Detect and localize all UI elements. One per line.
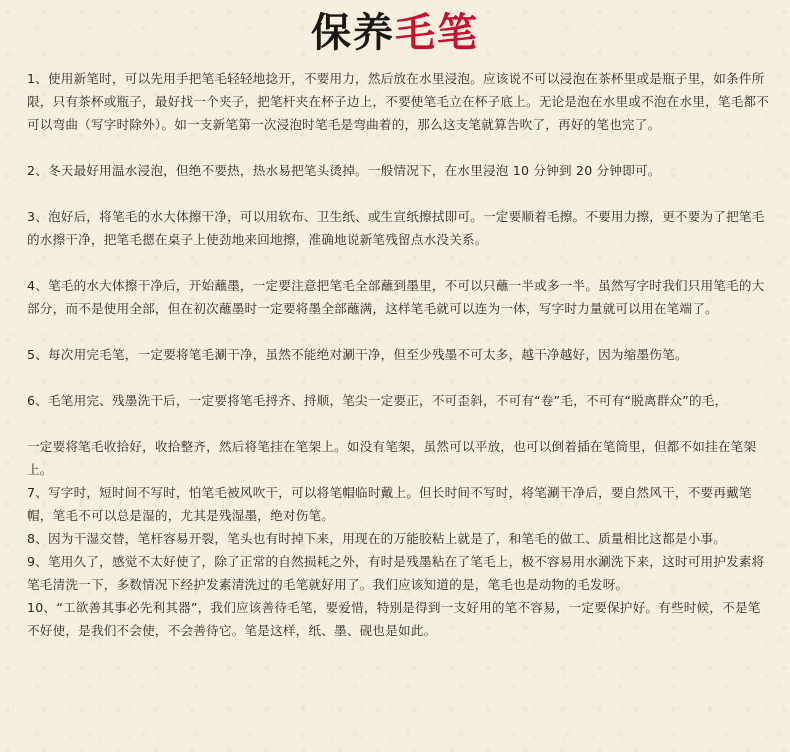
- paragraph-1: 1、使用新笔时，可以先用手把笔毛轻轻地捻开，不要用力，然后放在水里浸泡。应该说不可以浸泡在茶杯里或是瓶子里，如条件所限，只有茶杯或瓶子，最好找一个夹子，把笔杆夹在杯子边上，不要使笔毛立在杯子底上。无论是泡在水里或不泡在水里，笔毛都不可以弯曲（写字时除外）。如一支新笔第一次浸泡时笔毛是弯曲着的，那么这支笔就算告吹了，再好的笔也完了。: [27, 71, 770, 132]
- paragraph-4: 4、笔毛的水大体擦干净后，开始蘸墨，一定要注意把笔毛全部蘸到墨里，不可以只蘸一半或多一半。虽然写字时我们只用笔毛的大部分，而不是使用全部，但在初次蘸墨时一定要将墨全部蘸满，这样笔毛就可以连为一体，写字时力量就可以用在笔端了。: [27, 278, 765, 316]
- paragraph-3: 3、泡好后，将笔毛的水大体擦干净，可以用软布、卫生纸、或生宣纸擦拭即可。一定要顺着毛擦。不要用力擦，更不要为了把笔毛的水擦干净，把笔毛摁在桌子上使劲地来回地擦，准确地说新笔残留点水没关系。: [27, 209, 765, 247]
- article-body: [27, 67, 772, 642]
- paragraph-gap: [27, 182, 772, 205]
- paragraph-gap: [27, 136, 772, 159]
- paragraph-7: 7、写字时，短时间不写时，怕笔毛被风吹干，可以将笔帽临时戴上。但长时间不写时，将笔涮干净后，要自然风干，不要再戴笔帽，笔毛不可以总是湿的，尤其是残湿墨，绝对伤笔。: [27, 485, 752, 523]
- paragraph-gap: [27, 251, 772, 274]
- paragraph-2: 2、冬天最好用温水浸泡，但绝不要热，热水易把笔头烫掉。一般情况下，在水里浸泡 10 分钟到 20 分钟即可。: [27, 163, 661, 178]
- title-part-1: 保养: [311, 9, 395, 56]
- paragraph-8: 8、因为干湿交替，笔杆容易开裂，笔头也有时掉下来，用现在的万能胶粘上就是了，和笔毛的做工、质量相比这都是小事。: [27, 531, 727, 546]
- page-title: [0, 4, 790, 62]
- paragraph-gap: [27, 366, 772, 389]
- paragraph-10: 10、“工欲善其事必先利其器”，我们应该善待毛笔，要爱惜，特别是得到一支好用的笔不容易，一定要保护好。有些时候，不是笔不好使，是我们不会使，不会善待它。笔是这样，纸、墨、砚也是如此。: [27, 600, 761, 638]
- paragraph-9: 9、笔用久了，感觉不太好使了，除了正常的自然损耗之外，有时是残墨粘在了笔毛上，极不容易用水涮洗下来，这时可用护发素将笔毛清洗一下，多数情况下经护发素清洗过的毛笔就好用了。我们应该知道的是，笔毛也是动物的毛发呀。: [27, 554, 765, 592]
- title-part-2: 毛笔: [395, 9, 479, 56]
- paragraph-6-continued: 一定要将笔毛收拾好，收拾整齐，然后将笔挂在笔架上。如没有笔架，虽然可以平放，也可以倒着插在笔筒里，但都不如挂在笔架上。: [27, 439, 757, 477]
- paragraph-6: 6、毛笔用完、残墨洗干后，一定要将笔毛捋齐、捋顺，笔尖一定要正，不可歪斜，不可有“卷”毛，不可有“脱离群众”的毛，: [27, 393, 728, 408]
- paragraph-gap: [27, 412, 772, 435]
- paragraph-5: 5、每次用完毛笔，一定要将笔毛涮干净，虽然不能绝对涮干净，但至少残墨不可太多，越干净越好，因为缩墨伤笔。: [27, 347, 688, 362]
- paragraph-gap: [27, 320, 772, 343]
